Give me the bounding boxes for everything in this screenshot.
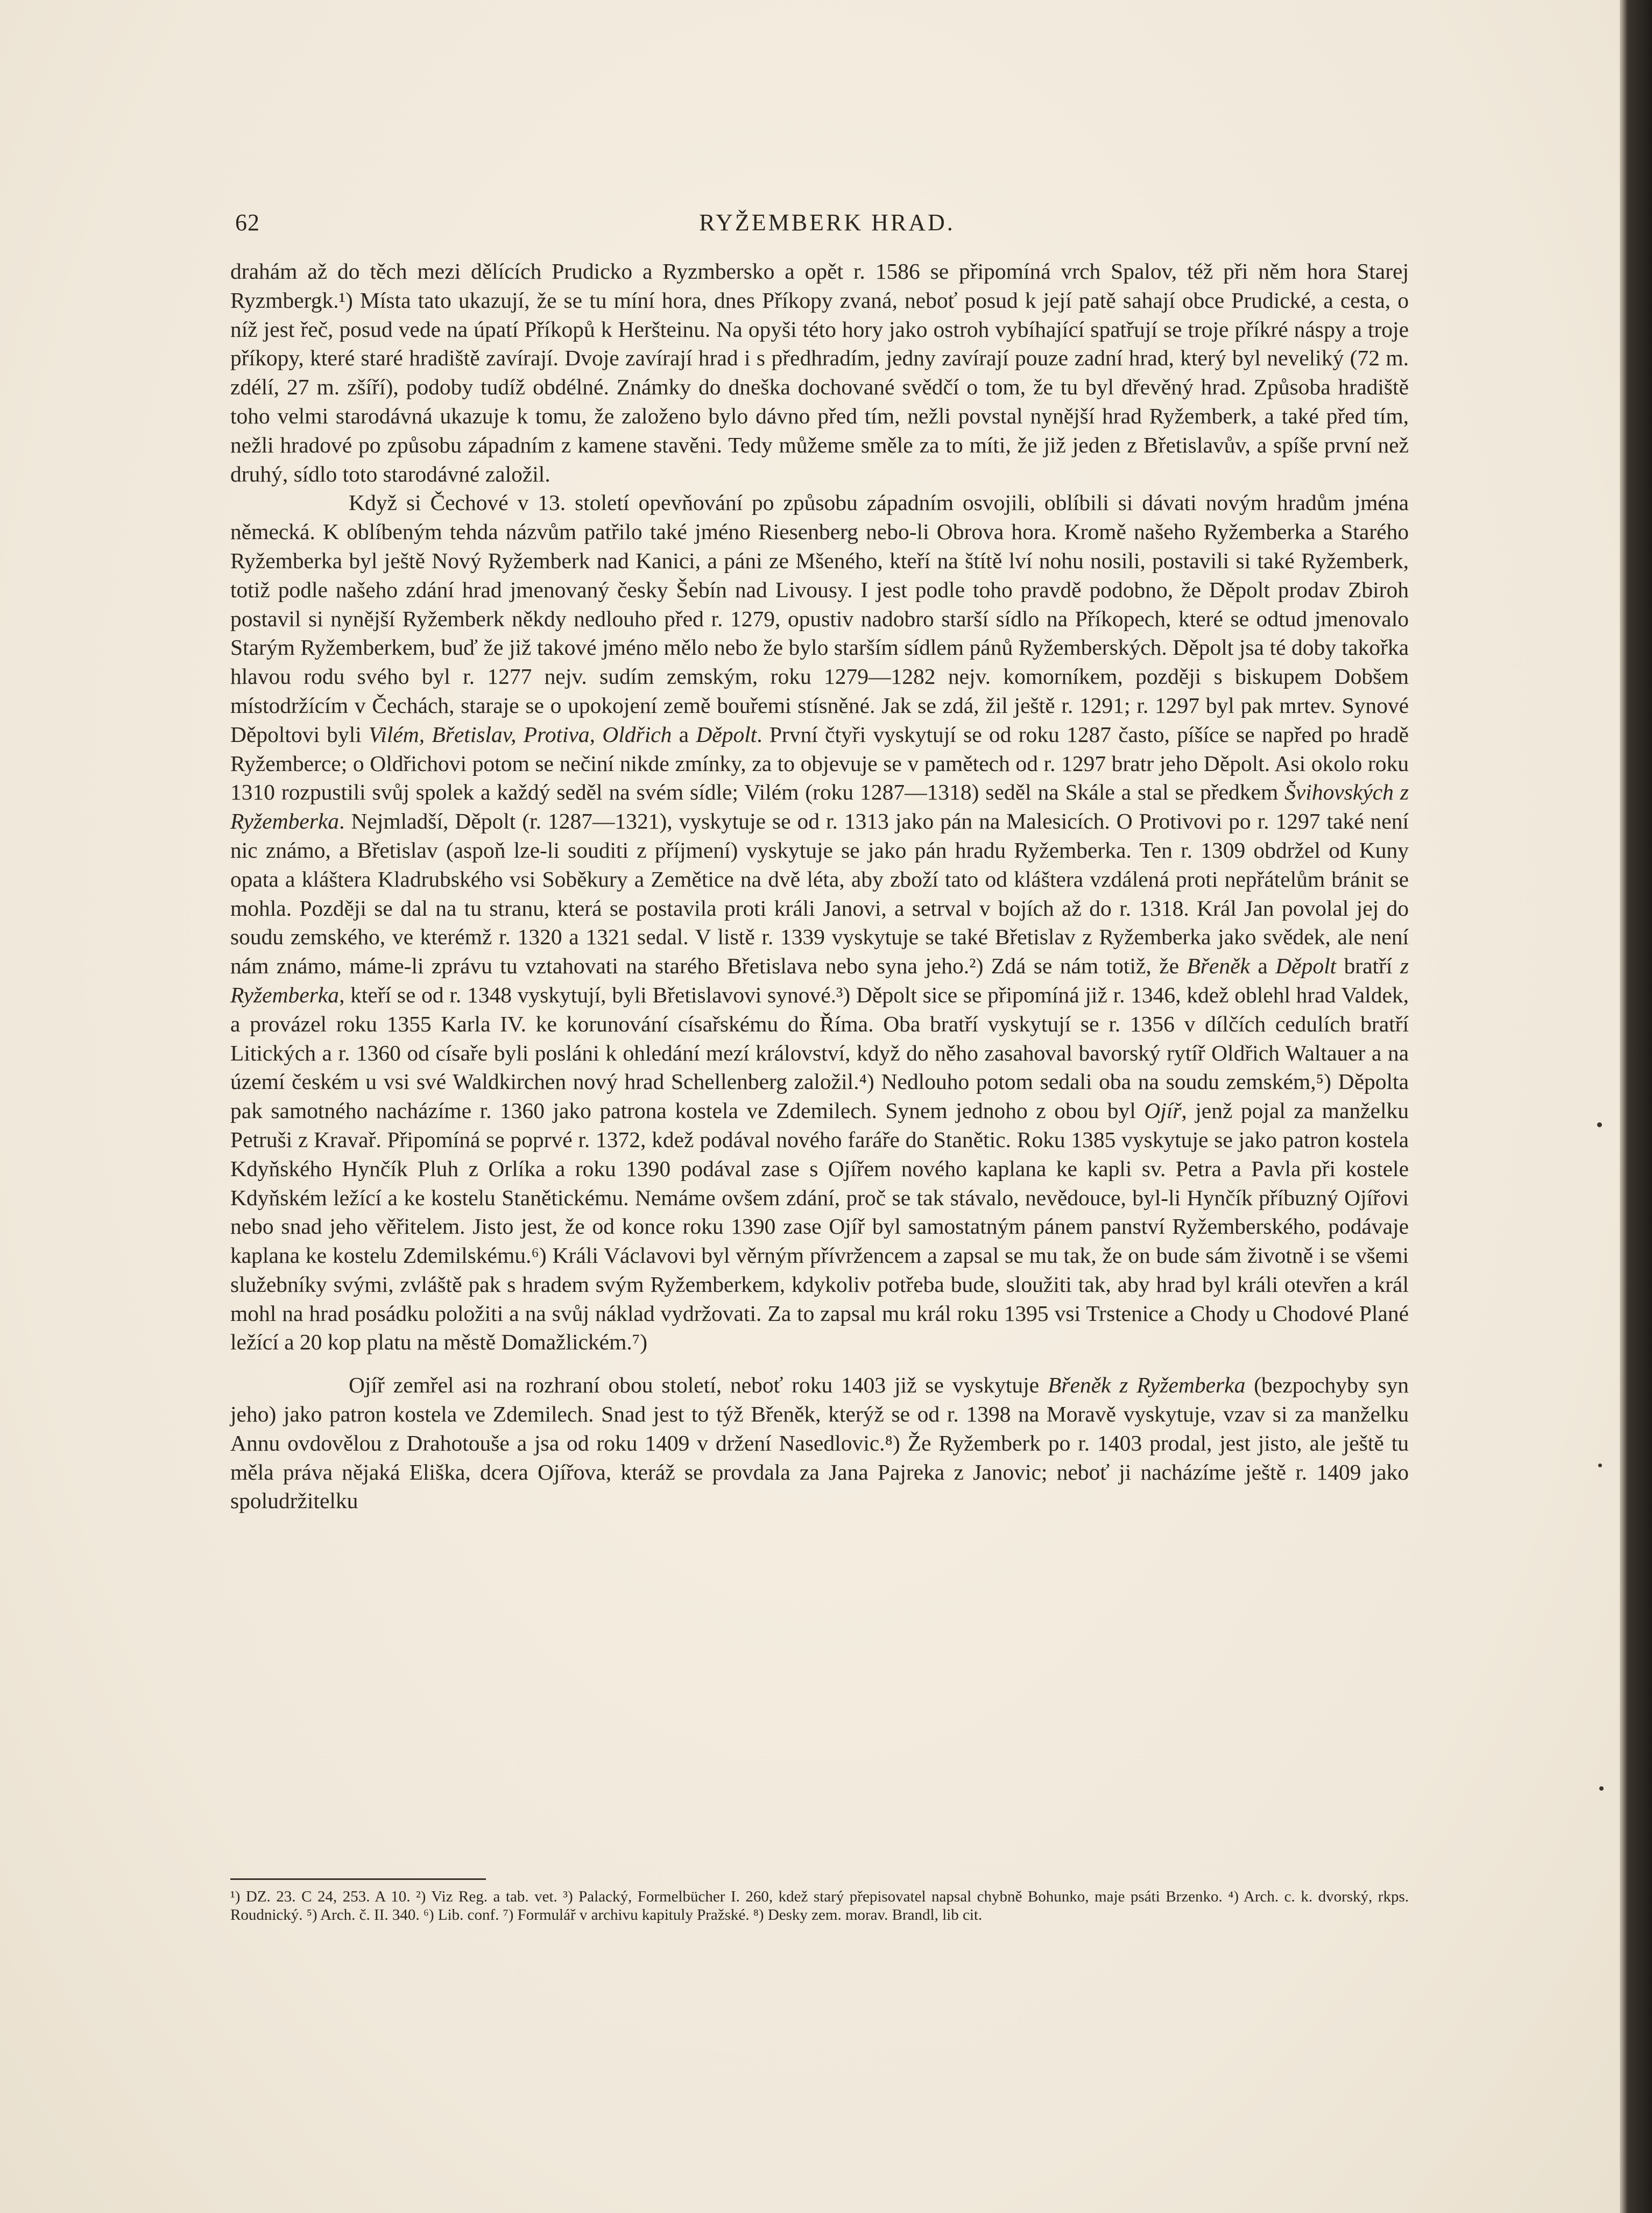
print-speck [1598, 1463, 1602, 1467]
name-z-ryzemberka: z Ryžemberka [230, 953, 1409, 1007]
paragraph-1: drahám až do těch mezi dělících Prudicko a Ryzmbersko a opět r. 1586 se připomíná vrch Spalov, též při něm hora Starej Ryzmbergk.¹) Místa tato ukazují, že se tu míní hora, dnes Příkopy zvaná, neboť posud k její patě sahají obce Prudické, a cesta, o níž jest řeč, posud vede na úpatí Příkopů k Heršteinu. Na opyši této hory jako ostroh vybíhající spatřují se troje příkré náspy a troje příkopy, které staré hradiště zavírají. Dvoje zavírají hrad i s předhradím, jedny zavírají pouze zadní hrad, který byl neveliký (72 m. zdélí, 27 m. zšíří), podoby tudíž obdélné. Známky do dneška dochované svědčí o tom, že tu byl dřevěný hrad. Způsoba hradiště toho velmi starodávná ukazuje k tomu, že založeno bylo dávno před tím, nežli povstal nynější hrad Ryžemberk, a také před tím, nežli hradové po způsobu západním z kamene stavěni. Tedy můžeme směle za to míti, že již jeden z Břetislavův, a spíše první než druhý, sídlo toto starodávné založil. [230, 259, 1409, 486]
name-ojir: Ojíř [1144, 1098, 1182, 1123]
family-svihovsky: Švihovských z Ryžemberka [230, 780, 1409, 834]
page-header [235, 209, 1419, 241]
name-depolt-2: Děpolt [1275, 953, 1337, 979]
sons-names: Vilém, Břetislav, Protiva, Oldřich [369, 722, 672, 747]
footnotes [230, 1887, 1409, 1924]
paragraph-2-part-d: , kteří se od r. 1348 vyskytují, byli Břetislavovi synové.³) Děpolt sice se připomíná již r. 1346, kdež oblehl hrad Valdek, a provázel roku 1355 Karla IV. ke korunování císařskému do Říma. Oba bratří vyskytují se r. 1356 v dílčích cedulích bratří Litických a r. 1360 od císaře byli posláni k ohledání mezí království, když do něho zasahoval bavorský rytíř Oldřich Waltauer a na území českém u vsi své Waldkirchen nový hrad Schellenberg založil.⁴) Nedlouho potom sedali oba na soudu zemském,⁵) Děpolta pak samotného nacházíme r. 1360 jako patrona kostela ve Zdemilech. Synem jednoho z obou byl [230, 982, 1409, 1123]
paragraph-2-part-b: . První čtyři vyskytují se od roku 1287 často, píšíce se napřed po hradě Ryžemberce; o Oldřichovi potom se nečiní nikde zmínky, za to objevuje se v pamětech od r. 1297 bratr jeho Děpolt. Asi okolo roku 1310 rozpustili svůj spolek a každý seděl na svém sídle; Vilém (roku 1287—1318) seděl na Skále a stal se předkem [230, 722, 1409, 805]
print-speck [1599, 1786, 1604, 1791]
paragraph-2-part-a: Když si Čechové v 13. století opevňování po způsobu západním osvojili, oblíbili si dávati novým hradům jména německá. K oblíbeným tehda názvům patřilo také jméno Riesenberg nebo-li Obrova hora. Kromě našeho Ryžemberka a Starého Ryžemberka byl ještě Nový Ryžemberk nad Kanici, a páni ze Mšeného, kteří na štítě lví nohu nosili, postavili si také Ryžemberk, totiž podle našeho zdání hrad jmenovaný česky Šebín nad Livousy. I jest podle toho pravdě podobno, že Děpolt prodav Zbiroh postavil si nynější Ryžemberk někdy nedlouho před r. 1279, opustiv nadobro starší sídlo na Příkopech, které se odtud jmenovalo Starým Ryžemberkem, buď že již takové jméno mělo nebo že bylo starším sídlem pánů Ryžemberských. Děpolt jsa té doby takořka hlavou rodu svého byl r. 1277 nejv. sudím zemským, roku 1279—1282 nejv. komorníkem, později s biskupem Dobšem místodržícím v Čechách, staraje se o upokojení země bouřemi stísněné. Jak se zdá, žil ještě r. 1291; r. 1297 byl pak mrtev. Synové Děpoltovi byli [230, 490, 1409, 747]
word-bratri: bratří [1336, 953, 1400, 979]
name-brenek-z-ryzemberka: Břeněk z Ryžemberka [1047, 1373, 1246, 1398]
conjunction-2: a [1249, 953, 1276, 979]
paragraph-3-part-a: Ojíř zemřel asi na rozhraní obou století, neboť roku 1403 již se vyskytuje [349, 1373, 1048, 1398]
page-number: 62 [235, 209, 260, 236]
scan-edge [1620, 0, 1652, 2213]
conjunction: a [672, 722, 696, 747]
paragraph-3 [230, 1371, 1409, 1516]
name-brenek: Břeněk [1187, 953, 1250, 979]
paragraph-2 [230, 489, 1409, 1357]
footnote-divider [230, 1878, 486, 1880]
footnote-text: ¹) DZ. 23. C 24, 253. A 10. ²) Viz Reg. a tab. vet. ³) Palacký, Formelbücher I. 260, kdež starý přepisovatel napsal chybně Bohunko, maje psáti Brzenko. ⁴) Arch. c. k. dvorský, rkps. Roudnický. ⁵) Arch. č. II. 340. ⁶) Lib. conf. ⁷) Formulář v archivu kapituly Pražské. ⁸) Desky zem. morav. Brandl, lib cit. [230, 1888, 1409, 1924]
paragraph-2-part-e: , jenž pojal za manželku Petruši z Kravař. Připomíná se poprvé r. 1372, kdež podával nového faráře do Stanětic. Roku 1385 vyskytuje se jako patron kostela Kdyňského Hynčík Pluh z Orlíka a roku 1390 podával zase s Ojířem nového kaplana ke kapli sv. Petra a Pavla při kostele Kdyňském ležící a ke kostelu Stanětickému. Nemáme ovšem zdání, proč se tak stávalo, nevědouce, byl-li Hynčík příbuzný Ojířovi nebo snad jeho věřitelem. Jisto jest, že od konce roku 1390 zase Ojíř byl samostatným pánem panství Ryžemberského, podávaje kaplana ke kostelu Zdemilskému.⁶) Králi Václavovi byl věrným přívržencem a zapsal se mu tak, že on bude sám životně i se všemi služebníky svými, zvláště pak s hradem svým Ryžemberkem, kdykoliv potřeba bude, sloužiti tak, aby hrad byl králi otevřen a král mohl na hrad posádku položiti a na svůj náklad vydržovati. Za to zapsal mu král roku 1395 vsi Trstenice a Chody u Chodové Plané ležící a 20 kop platu na městě Domažlickém.⁷) [230, 1098, 1409, 1355]
print-speck [1597, 1122, 1602, 1127]
name-depolt: Děpolt [696, 722, 757, 747]
running-title: RYŽEMBERK HRAD. [699, 209, 955, 236]
main-text [230, 257, 1409, 1516]
paragraph-3-part-b: (bezpochyby syn jeho) jako patron kostela ve Zdemilech. Snad jest to týž Břeněk, kterýž se od r. 1398 na Moravě vyskytuje, vzav si za manželku Annu ovdovělou z Drahotouše a jsa od roku 1409 v držení Nasedlovic.⁸) Že Ryžemberk po r. 1403 prodal, jest jisto, ale ještě tu měla práva nějaká Eliška, dcera Ojířova, kteráž se provdala za Jana Pajreka z Janovic; neboť ji nacházíme ještě r. 1409 jako spoludržitelku [230, 1373, 1409, 1514]
paragraph-2-part-c: . Nejmladší, Děpolt (r. 1287—1321), vyskytuje se od r. 1313 jako pán na Malesicích. O Protivovi po r. 1297 také není nic známo, a Břetislav (aspoň lze-li souditi z příjmení) vyskytuje se jako pán hradu Ryžemberka. Ten r. 1309 obdržel od Kuny opata a kláštera Kladrubského vsi Soběkury a Zemětice na dvě léta, aby zboží tato od kláštera vzdálená proti nepřátelům bránit se mohla. Později se dal na tu stranu, která se postavila proti králi Janovi, a setrval v bojích až do r. 1318. Král Jan povolal jej do soudu zemského, ve kterémž r. 1320 a 1321 sedal. V listě r. 1339 vyskytuje se také Břetislav z Ryžemberka jako svědek, ale není nám známo, máme-li zprávu tu vztahovati na starého Břetislava nebo syna jeho.²) Zdá se nám totiž, že [230, 809, 1409, 979]
